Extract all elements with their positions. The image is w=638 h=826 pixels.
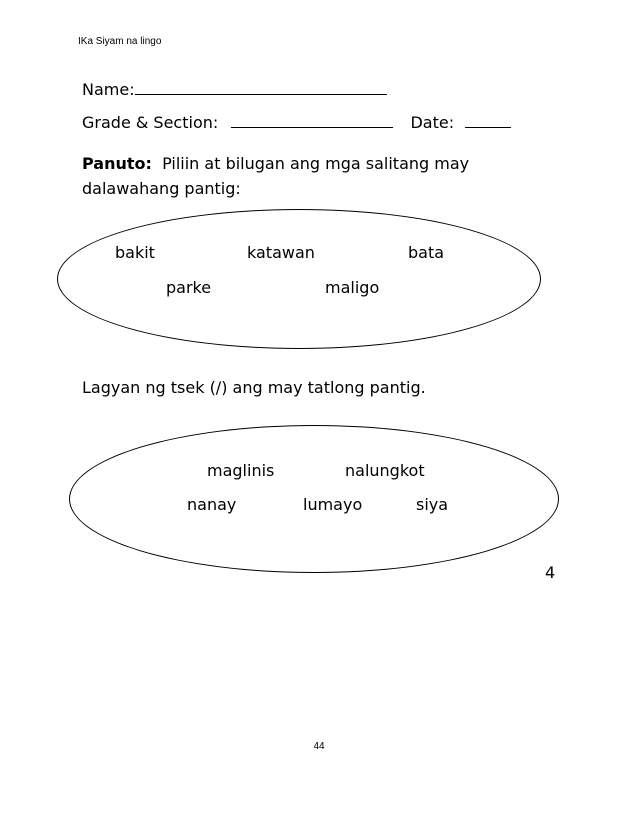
name-field xyxy=(82,80,387,99)
instruction-label: Panuto: xyxy=(82,154,152,173)
page-number: 44 xyxy=(313,741,325,752)
grade-section-label: Grade & Section: xyxy=(82,113,219,132)
instruction-2: Lagyan ng tsek (/) ang may tatlong pantig. xyxy=(82,378,426,397)
date-blank[interactable] xyxy=(465,113,511,128)
side-number: 4 xyxy=(545,563,556,582)
grade-section-blank[interactable] xyxy=(231,113,393,128)
word-item[interactable]: maligo xyxy=(325,278,380,297)
page-header: IKa Siyam na lingo xyxy=(78,36,162,47)
word-item[interactable]: nanay xyxy=(187,495,237,514)
word-item[interactable]: bakit xyxy=(115,243,155,262)
instruction-1 xyxy=(82,151,469,201)
name-blank[interactable] xyxy=(135,80,387,95)
word-group-1-circle xyxy=(57,209,541,349)
word-item[interactable]: bata xyxy=(408,243,445,262)
instruction-1-line1: Piliin at bilugan ang mga salitang may xyxy=(162,154,470,173)
word-item[interactable]: siya xyxy=(416,495,449,514)
word-item[interactable]: nalungkot xyxy=(345,461,425,480)
word-item[interactable]: parke xyxy=(166,278,212,297)
date-label: Date: xyxy=(410,113,455,132)
name-label: Name: xyxy=(82,80,135,99)
word-item[interactable]: maglinis xyxy=(207,461,275,480)
instruction-1-line2: dalawahang pantig: xyxy=(82,179,241,198)
word-item[interactable]: lumayo xyxy=(303,495,363,514)
word-item[interactable]: katawan xyxy=(247,243,315,262)
grade-section-field xyxy=(82,113,511,132)
